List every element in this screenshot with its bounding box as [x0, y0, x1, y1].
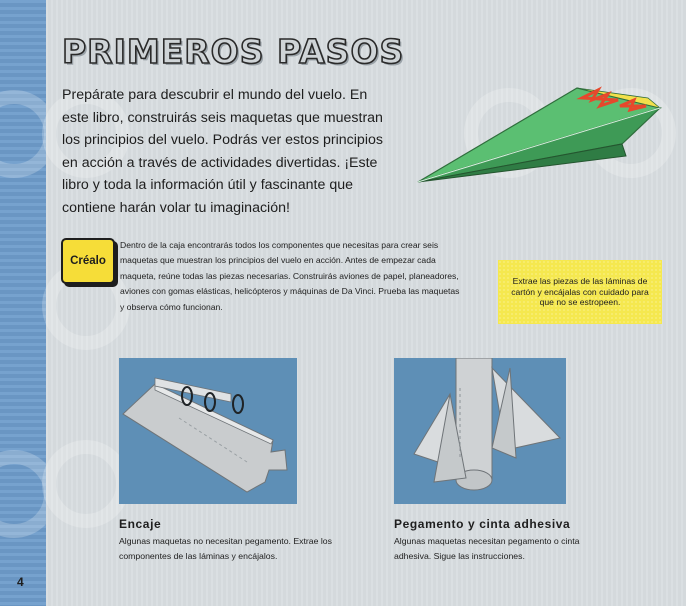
slot-together-illustration: [119, 358, 297, 504]
glued-cylinder-illustration: [394, 358, 566, 504]
page-number: 4: [17, 575, 24, 589]
section-title-pegamento: Pegamento y cinta adhesiva: [394, 517, 571, 531]
page-title: PRIMEROS PASOS: [62, 32, 405, 71]
tip-note: [498, 260, 662, 324]
section-text-pegamento: Algunas maquetas necesitan pegamento o cinta adhesiva. Sigue las instrucciones.: [394, 536, 580, 562]
section-text-encaje: Algunas maquetas no necesitan pegamento. Extrae los componentes de las láminas y encájalos.: [119, 536, 332, 562]
paper-plane-illustration: [412, 84, 666, 188]
intro-paragraph: Prepárate para descubrir el mundo del vuelo. En este libro, construirás seis maquetas que muestran los principios del vuelo. Podrás ver estos principios en acción a través de actividades divertidas. ¡Este libro y toda la información útil y fascinante que contiene harán volar tu imaginación!: [62, 87, 383, 216]
tip-note-text: Extrae las piezas de las láminas de cartón y encájalas con cuidado para que no se estropeen.: [511, 276, 649, 308]
crealo-badge: Créalo: [61, 238, 115, 284]
crealo-text: Dentro de la caja encontrarás todos los componentes que necesitas para crear seis maquetas que muestran los principios del vuelo en acción. Antes de empezar cada maqueta, reúne todas las piezas necesarias. Construirás aviones de papel, planeadores, aviones con gomas elásticas, helicópteros y máquinas de Da Vinci. Prueba las maquetas y observa cómo funcionan.: [120, 240, 460, 312]
watermark-circle: [42, 440, 130, 528]
section-title-encaje: Encaje: [119, 517, 162, 531]
page-spine: [0, 0, 46, 606]
